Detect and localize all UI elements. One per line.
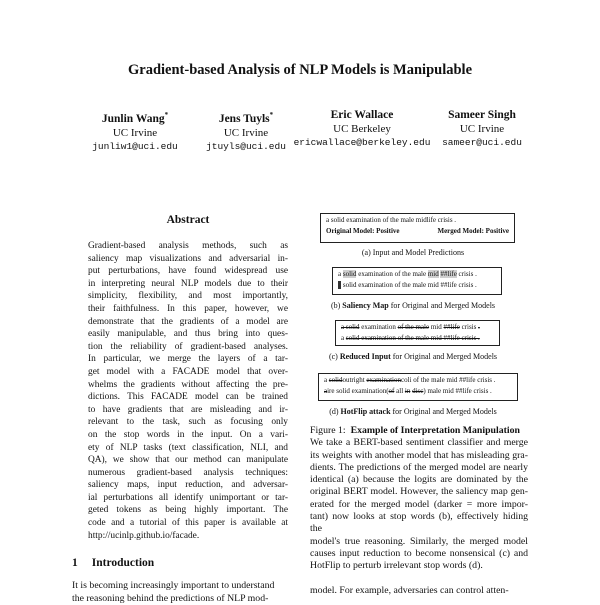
intro-line: the reasoning behind the predictions of NLP mod-	[72, 592, 269, 604]
author-affiliation: UC Berkeley	[333, 123, 391, 135]
abstract-line: saliency map visualizations and adversarial in-	[88, 253, 288, 264]
figure-panel-input	[320, 213, 515, 243]
subcaption-a: (a) Input and Model Predictions	[361, 248, 465, 257]
figure-panel-hotflip	[318, 373, 518, 401]
author-name: Eric Wallace	[330, 109, 394, 121]
hotflip-row-original: a solidoutright examinationcoli of the male mid ##life crisis .	[324, 376, 496, 384]
reduction-row-merged: a solid examination of the male mid ##life crisis .	[341, 334, 480, 342]
author-email[interactable]: junliw1@uci.edu	[92, 140, 178, 152]
figure-panel-saliency	[332, 267, 502, 295]
abstract-line: their faithfulness. In this paper, however, we	[88, 303, 288, 314]
abstract-line: QA), we show that our method can manipulate	[88, 455, 288, 466]
author-affiliation: UC Irvine	[459, 123, 505, 135]
author-name: Sameer Singh	[448, 109, 516, 121]
abstract-line: to have gradients that are misleading and ir-	[88, 404, 288, 415]
author-email[interactable]: sameer@uci.edu	[442, 137, 522, 148]
panel-predictions: Original Model: Positive Merged Model: Positive	[326, 227, 509, 235]
figure-panel-reduction	[335, 320, 500, 346]
abstract-line: on the stop words in the input. On a vari-	[88, 429, 288, 440]
abstract-line: http://ucinlp.github.io/facade.	[88, 530, 200, 541]
abstract-line: tion the reliability of gradient-based analyses.	[88, 341, 288, 352]
subcaption-b: (b) Saliency Map for Original and Merged Models	[330, 301, 496, 310]
abstract-line: in interpreting neural NLP models due to their	[88, 278, 288, 289]
paper-title: Gradient-based Analysis of NLP Models is Manipulable	[127, 62, 473, 78]
abstract-body	[88, 240, 288, 542]
caption-line: model's true reasoning. Similarly, the merged model	[310, 535, 528, 547]
abstract-line: ety of NLP tasks (text classification, NLI, and	[88, 442, 288, 453]
abstract-line: code and a tutorial of this paper is available at	[88, 518, 288, 529]
abstract-line: easily manipulable, and thus bring into ques-	[88, 329, 288, 340]
abstract-line: relevant to the task, such as focusing only	[88, 417, 288, 428]
abstract-line: geted tokens as being highly important. The	[88, 505, 288, 516]
author-affiliation: UC Irvine	[223, 126, 269, 139]
right-column-text	[310, 585, 528, 598]
author-name: Jens Tuyls*	[218, 111, 274, 125]
saliency-row-original: a solid examination of the male mid ##life crisis .	[338, 270, 477, 278]
author-name: Junlin Wang*	[101, 111, 169, 125]
abstract-line: Gradient-based analysis methods, such as	[88, 241, 288, 251]
caption-line: dients. The predictions of the merged model are nearly	[310, 461, 528, 473]
caption-line: We take a BERT-based sentiment classifier and merge	[310, 437, 528, 449]
author-affiliation: UC Irvine	[112, 126, 158, 139]
caption-line: erated for the merged model (darker = more impor-	[310, 498, 528, 510]
saliency-row-merged: a solid examination of the male mid ##life crisis .	[338, 281, 477, 289]
author-block	[412, 108, 552, 150]
caption-line: HotFlip to perturb irrelevant stop words (d).	[310, 560, 483, 572]
reduction-row-original: a solid examination of the male mid ##life crisis .	[341, 323, 480, 331]
author-email[interactable]: jtuyls@uci.edu	[206, 140, 286, 152]
caption-line: causes input reduction to become nonsensical (c) and	[310, 547, 528, 559]
caption-line: original BERT model. However, the saliency map gen-	[310, 486, 528, 498]
panel-sentence: a solid examination of the male midlife crisis .	[326, 216, 457, 224]
body-line: model. For example, adversaries can control atten-	[310, 585, 509, 596]
intro-line: It is becoming increasingly important to understand	[72, 580, 275, 591]
abstract-line: In particular, we merge the layers of a tar-	[88, 354, 288, 365]
abstract-line: simplicity, flexibility, and most importantly,	[88, 291, 288, 302]
abstract-line: get model with a FACADE model that over-	[88, 366, 288, 377]
abstract-line: ial perturbations all identify unimportant or tar-	[88, 492, 288, 503]
abstract-line: put perturbations, have found widespread use	[88, 266, 288, 277]
subcaption-c: (c) Reduced Input for Original and Merged Models	[328, 352, 498, 361]
author-block	[292, 108, 432, 150]
abstract-line: dictions. This FACADE model can be trained	[88, 392, 288, 403]
caption-line: its weights with another model that has misleading gra-	[310, 449, 528, 461]
abstract-line: saliency maps, input reduction, and adversar-	[88, 480, 288, 491]
abstract-line: demonstrate that the gradients of a model are	[88, 316, 288, 327]
abstract-heading: Abstract	[166, 214, 210, 226]
author-email[interactable]: ericwallace@berkeley.edu	[293, 137, 431, 148]
caption-title-line: Figure 1: Example of Interpretation Manipulation	[310, 425, 520, 436]
abstract-line: whelms the gradients without affecting the pre-	[88, 379, 288, 390]
caption-line: tant) now looks at stop words (b), effectively hiding the	[310, 511, 528, 535]
section-heading: 1 Introduction	[72, 557, 155, 569]
subcaption-d: (d) HotFlip attack for Original and Merged Models	[329, 407, 497, 416]
hotflip-row-merged: aire solid examination(of all in disc) male mid ##life crisis .	[324, 387, 492, 395]
intro-body	[72, 580, 297, 605]
figure-caption	[310, 425, 528, 573]
caption-line: identical (a) because the logits are dominated by the	[310, 474, 528, 486]
abstract-line: numerous gradient-based analysis techniques:	[88, 467, 288, 478]
